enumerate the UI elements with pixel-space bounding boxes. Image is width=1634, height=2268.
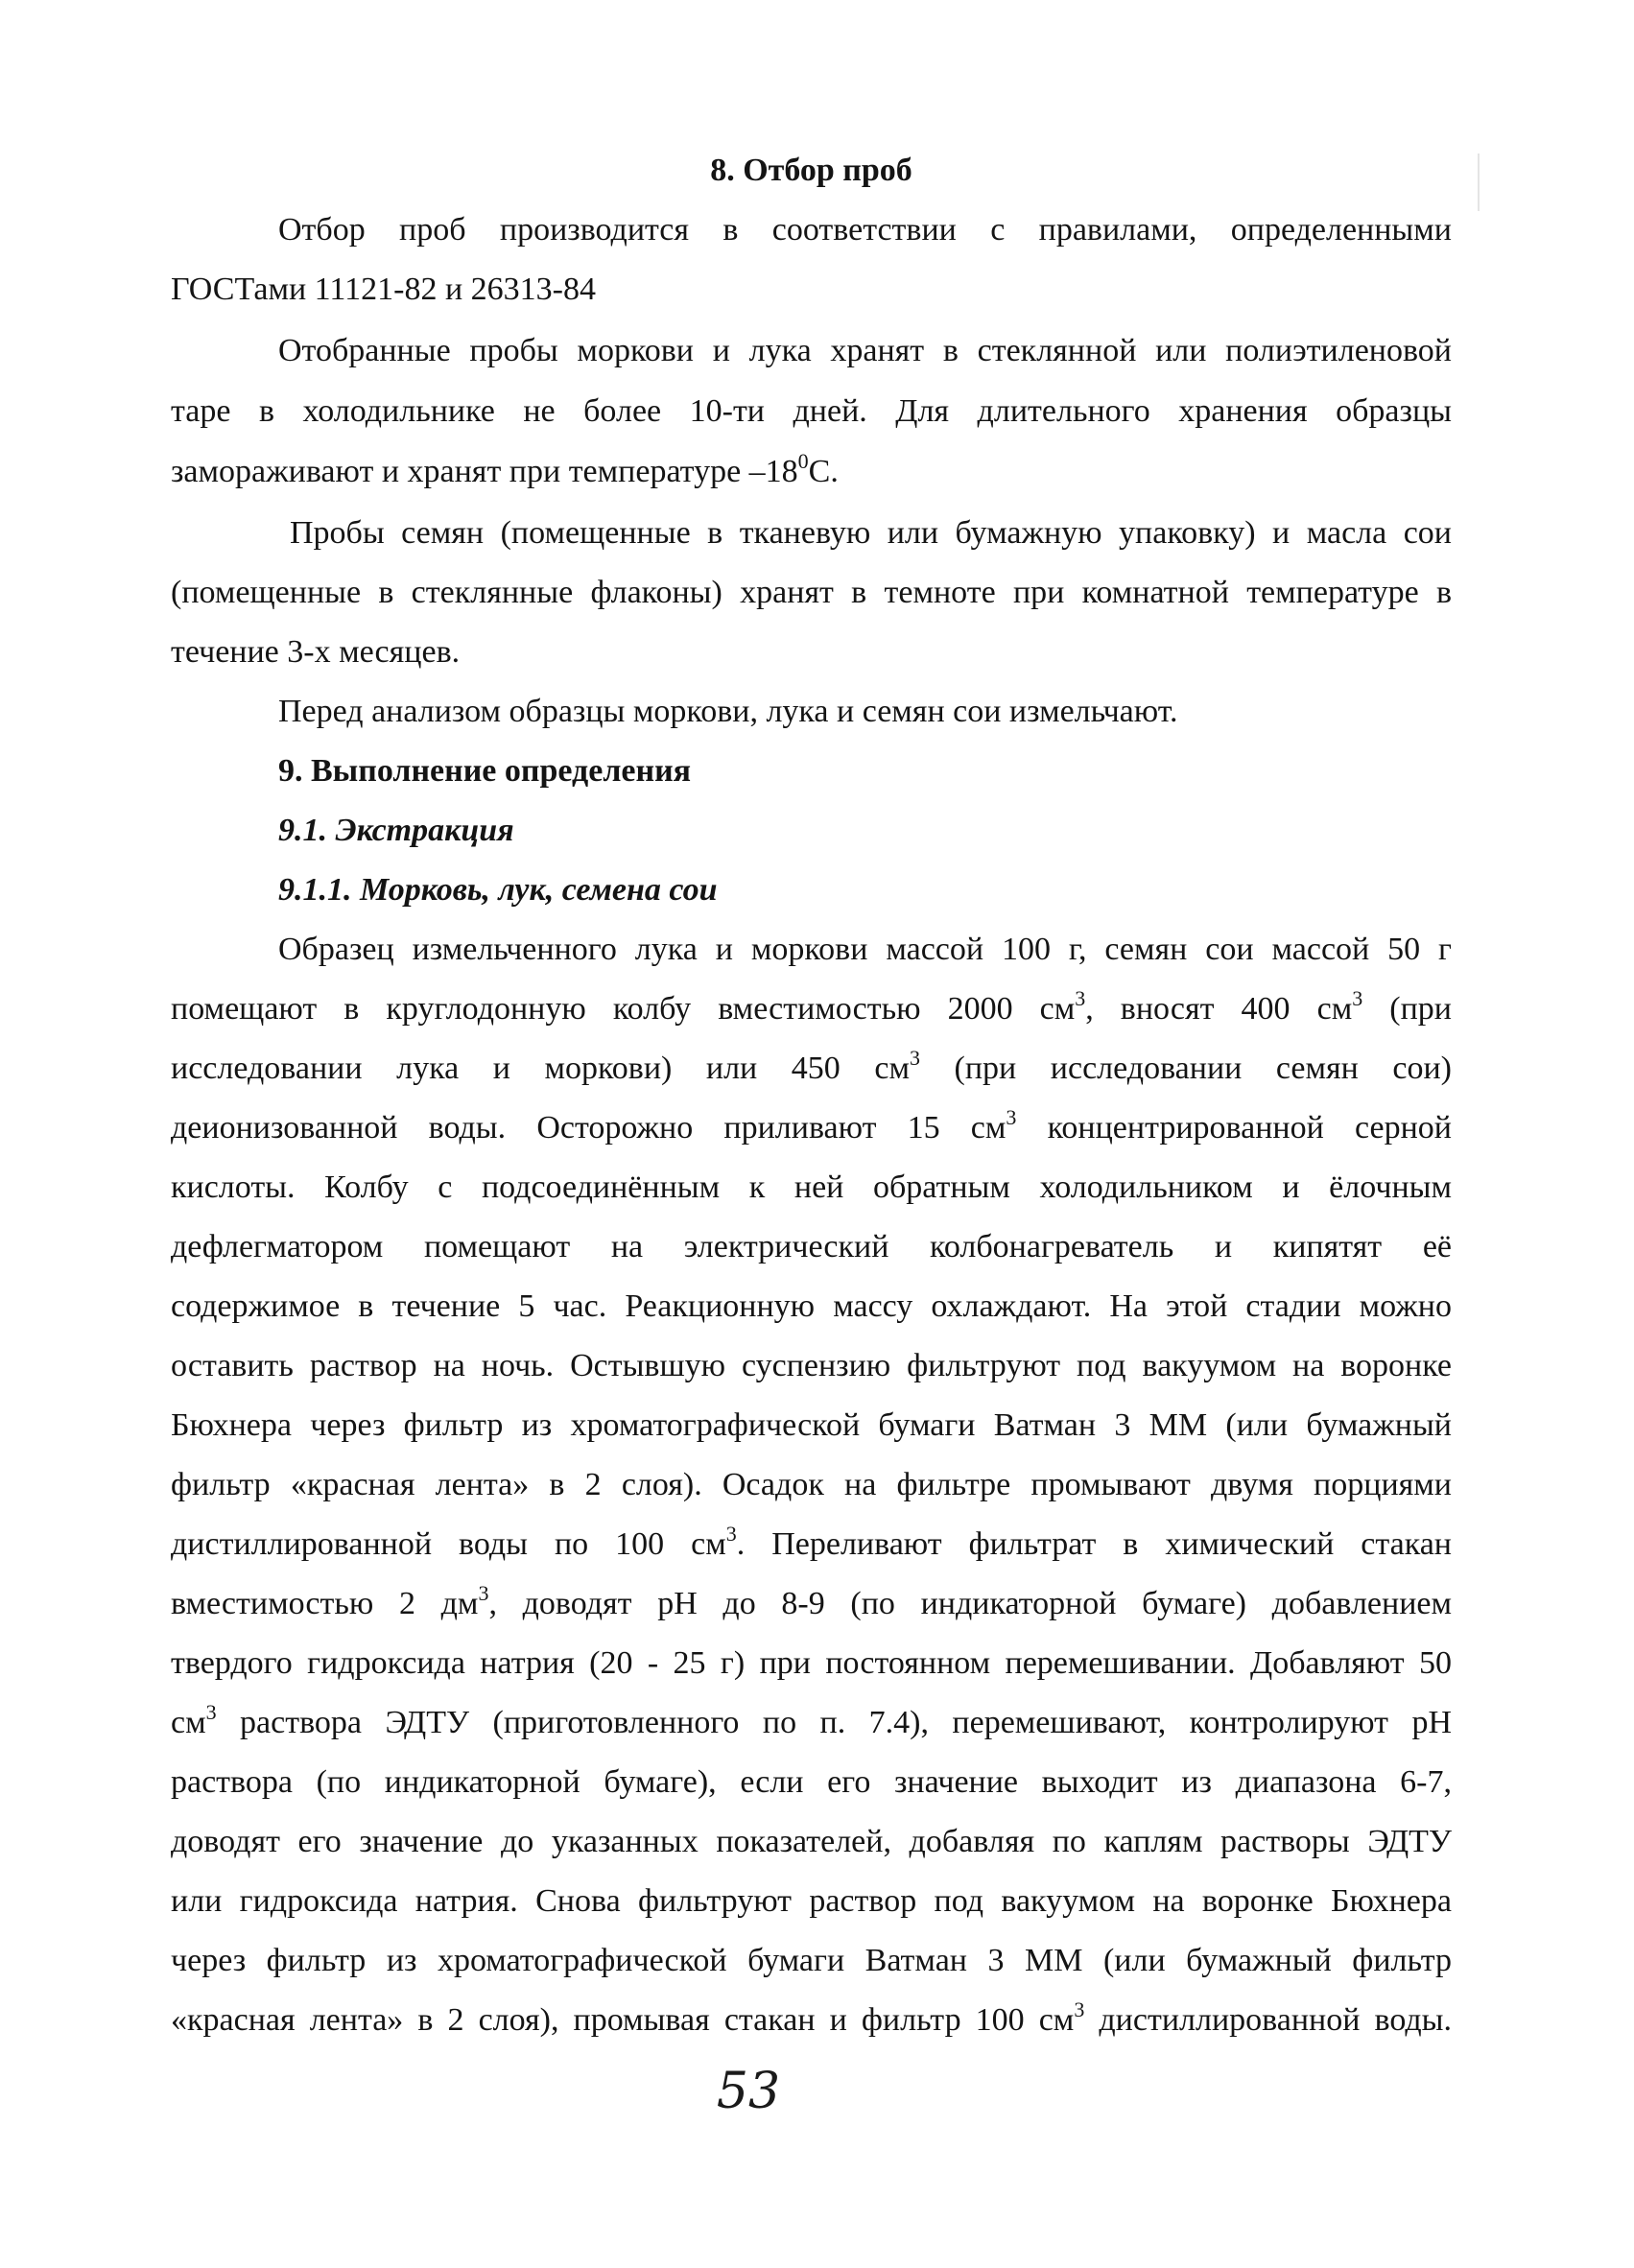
section-9-heading: 9. Выполнение определения [278,753,692,789]
paragraph-3-line-3: течение 3-х месяцев. [171,634,461,670]
text-span: исследовании лука и моркови) или 450 см [171,1051,910,1086]
temperature-text: замораживают и хранят при температуре –18 [171,454,798,489]
paragraph-2-line-3 [171,448,1452,491]
text-span: раствора ЭДТУ (приготовленного по п. 7.4), перемешивают, контролируют рН [216,1705,1452,1740]
section-8-heading: 8. Отбор проб [710,153,912,188]
paragraph-5-line-8: оставить раствор на ночь. Остывшую суспензию фильтруют под вакуумом на воронке [171,1348,1452,1383]
paragraph-5-line-9: Бюхнера через фильтр из хроматографической бумаги Ватман 3 ММ (или бумажный [171,1407,1452,1443]
paragraph-1-line-1: Отбор проб производится в соответствии с правилами, определенными [278,212,1452,248]
paragraph-5-line-11 [171,1521,1452,1564]
cubic-superscript: 3 [909,1045,920,1070]
celsius-unit: С. [808,454,839,489]
scan-edge-mark [1478,154,1480,211]
paragraph-3-line-1: Пробы семян (помещенные в тканевую или бумажную упаковку) и масла сои [290,515,1452,551]
paragraph-5-line-1: Образец измельченного лука и моркови массой 100 г, семян сои массой 50 г [278,932,1452,967]
text-span: (при исследовании семян сои) [919,1051,1452,1086]
text-span: концентрированной серной [1016,1110,1452,1146]
text-span: вместимостью 2 дм [171,1586,479,1621]
paragraph-5-line-5: кислоты. Колбу с подсоединённым к ней обратным холодильником и ёлочным [171,1169,1452,1205]
section-9-1-1-heading: 9.1.1. Морковь, лук, семена сои [278,872,718,908]
paragraph-2-line-1: Отобранные пробы моркови и лука хранят в стеклянной или полиэтиленовой [278,333,1452,368]
text-span: дистиллированной воды по 100 см [171,1526,726,1562]
paragraph-3-line-2: (помещенные в стеклянные флаконы) хранят в темноте при комнатной температуре в [171,575,1452,610]
paragraph-5-line-10: фильтр «красная лента» в 2 слоя). Осадок на фильтре промывают двумя порциями [171,1467,1452,1502]
paragraph-5-line-17: или гидроксида натрия. Снова фильтруют раствор под вакуумом на воронке Бюхнера [171,1883,1452,1919]
paragraph-5-line-19 [171,1996,1452,2040]
cubic-superscript: 3 [478,1580,489,1605]
text-span: дистиллированной воды. [1084,2002,1452,2038]
cubic-superscript: 3 [725,1521,737,1546]
paragraph-5-line-2 [171,985,1452,1028]
paragraph-5-line-12 [171,1580,1452,1623]
paragraph-2-line-2: таре в холодильнике не более 10-ти дней. Для длительного хранения образцы [171,393,1452,429]
degree-superscript: 0 [797,448,809,473]
text-span: «красная лента» в 2 слоя), промывая стакан и фильтр 100 см [171,2002,1075,2038]
cubic-superscript: 3 [1074,1996,1085,2021]
cubic-superscript: 3 [1075,985,1086,1010]
text-span: , вносят 400 см [1085,991,1353,1027]
section-9-1-heading: 9.1. Экстракция [278,813,514,848]
text-span: см [171,1705,206,1740]
paragraph-5-line-7: содержимое в течение 5 час. Реакционную массу охлаждают. На этой стадии можно [171,1288,1452,1324]
paragraph-5-line-15: раствора (по индикаторной бумаге), если его значение выходит из диапазона 6-7, [171,1764,1452,1800]
cubic-superscript: 3 [1352,985,1363,1010]
paragraph-5-line-3 [171,1045,1452,1088]
cubic-superscript: 3 [205,1699,217,1724]
paragraph-5-line-14 [171,1699,1452,1742]
paragraph-5-line-4 [171,1104,1452,1147]
paragraph-5-line-18: через фильтр из хроматографической бумаги Ватман 3 ММ (или бумажный фильтр [171,1943,1452,1978]
paragraph-5-line-13: твердого гидроксида натрия (20 - 25 г) при постоянном перемешивании. Добавляют 50 [171,1645,1452,1681]
text-span: помещают в круглодонную колбу вместимостью 2000 см [171,991,1076,1027]
paragraph-1-line-2: ГОСТами 11121-82 и 26313-84 [171,272,596,307]
text-span: (при [1362,991,1452,1027]
paragraph-5-line-16: доводят его значение до указанных показателей, добавляя по каплям растворы ЭДТУ [171,1824,1452,1859]
paragraph-5-line-6: дефлегматором помещают на электрический колбонагреватель и кипятят её [171,1229,1452,1264]
text-span: деионизованной воды. Осторожно приливают 15 см [171,1110,1006,1146]
page-number: 53 [716,2063,781,2120]
cubic-superscript: 3 [1006,1104,1017,1129]
paragraph-4: Перед анализом образцы моркови, лука и семян сои измельчают. [278,694,1178,729]
text-span: , доводят рН до 8-9 (по индикаторной бумаге) добавлением [488,1586,1452,1621]
text-span: . Переливают фильтрат в химический стакан [736,1526,1452,1562]
